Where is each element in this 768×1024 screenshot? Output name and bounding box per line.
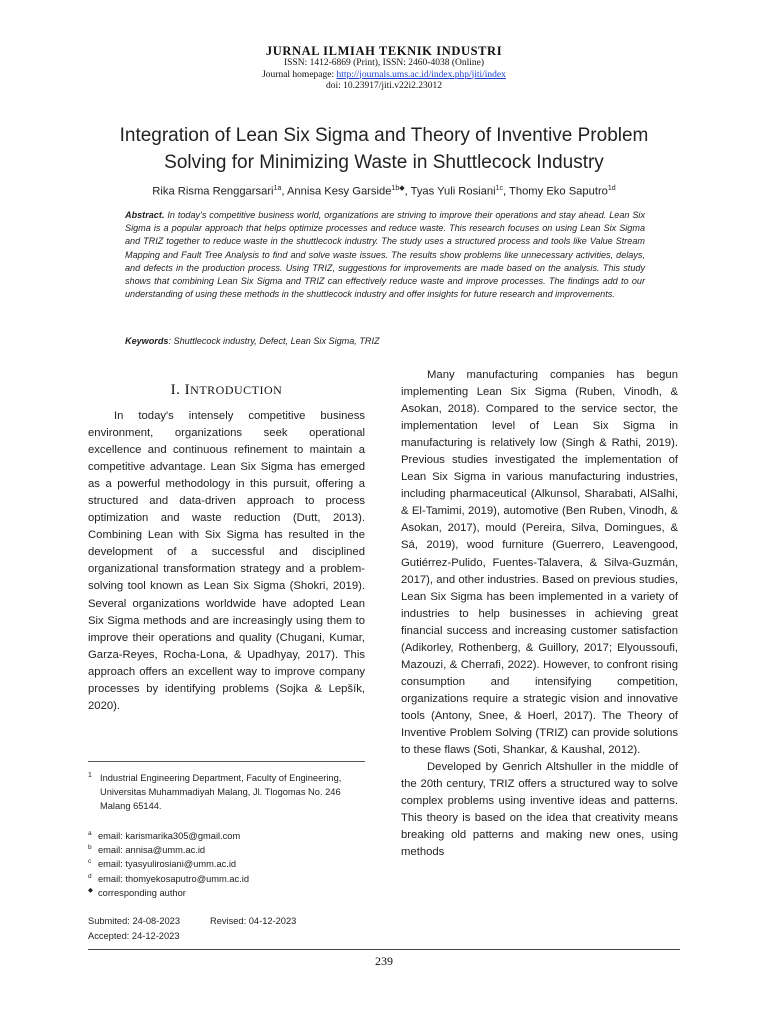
- section-heading: [88, 382, 365, 399]
- abstract-label: Abstract.: [125, 210, 165, 220]
- submitted-date: Submited: 24-08-2023: [88, 916, 180, 926]
- email-row: [88, 829, 368, 843]
- email-text: email: thomyekosaputro@umm.ac.id: [98, 873, 250, 884]
- doi: doi: 10.23917/jiti.v22i2.23012: [325, 81, 443, 91]
- revised-date: Revised: 04-12-2023: [210, 916, 297, 926]
- section-first-letter: I: [184, 382, 191, 398]
- right-column: [401, 367, 678, 861]
- email-text: email: annisa@umm.ac.id: [98, 845, 206, 856]
- author-name: Annisa Kesy Garside: [286, 185, 392, 198]
- email-row: [88, 872, 368, 886]
- footnote-divider: [88, 761, 365, 762]
- journal-header: [0, 44, 768, 93]
- footnote-mark: 1: [88, 772, 92, 779]
- keywords: [125, 336, 645, 346]
- author-affiliation-mark: 1d: [607, 185, 616, 192]
- paper-title: Integration of Lean Six Sigma and Theory of Inventive Problem Solving for Minimizing Waste in Shuttlecock Industry: [119, 125, 649, 173]
- affiliation-footnote: [88, 771, 368, 814]
- email-footnotes: [88, 829, 368, 900]
- submission-dates: [88, 914, 368, 944]
- corresponding-author-row: [88, 886, 368, 900]
- section-title-rest: NTRODUCTION: [190, 383, 283, 397]
- homepage-label: Journal homepage:: [262, 69, 337, 80]
- homepage-link[interactable]: http://journals.ums.ac.id/index.php/jiti/index: [336, 69, 506, 80]
- keywords-label: Keywords: [125, 336, 169, 346]
- email-text: email: tyasyulirosiani@umm.ac.id: [98, 859, 237, 870]
- page-number: 239: [375, 954, 393, 968]
- footnote-mark: a: [88, 830, 92, 837]
- email-row: [88, 857, 368, 871]
- body-paragraph: In today's intensely competitive business environment, organizations seek operational excellence and continuous refinement to maintain a competitive advantage. Lean Six Sigma has emerged as a powerful methodology in this pursuit, offering a structured and data-driven approach to process optimization and waste reduction (Dutt, 2013). Combining Lean with Six Sigma has resulted in the development of a successful and disciplined organizational transformation strategy and a problem-solving tool known as Lean Six Sigma (Shokri, 2019). Several organizations worldwide have adopted Lean Six Sigma methods and are increasingly using them to improve their operations and quality (Chugani, Kumar, Garza-Reyes, Rocha-Lona, & Upadhyay, 2017). This approach offers an excellent way to improve company processes by identifying problems (Sojka & Lepšík, 2020).: [88, 410, 365, 712]
- page-footer-rule: [88, 949, 680, 950]
- journal-name: JURNAL ILMIAH TEKNIK INDUSTRI: [265, 44, 503, 58]
- corresponding-author-mark: ◆: [88, 886, 93, 894]
- footnote-mark: d: [88, 872, 92, 880]
- abstract: [125, 209, 645, 301]
- author-name: Tyas Yuli Rosiani: [410, 185, 496, 198]
- author-name: Thomy Eko Saputro: [509, 185, 608, 198]
- author-list: Rika Risma Renggarsari$^{1a}$, Annisa Kesy Garside$^{1b◆}$, Tyas Yuli Rosiani$^{1c}$, Thomy Eko Saputro$^{1d}$: [152, 185, 616, 198]
- section-numeral: I.: [170, 382, 181, 398]
- keywords-text: : Shuttlecock industry, Defect, Lean Six Sigma, TRIZ: [168, 336, 380, 346]
- abstract-text: In today's competitive business world, organizations are striving to improve their operations and stay ahead. Lean Six Sigma is a popular approach that helps optimize processes and reduce waste. This research focuses on using Lean Six Sigma and TRIZ together to reduce waste in the shuttlecock industry. The study uses a structured process and tools like Value Stream Mapping and Fault Tree Analysis to find and solve waste issues. The results show problems like unnecessary activities, delays, and defects in the production process. Using TRIZ, suggestions for improvements are made based on the analysis. This study shows that combining Lean Six Sigma and TRIZ can effectively reduce waste and improve processes. The findings add to our understanding of using these methods in the shuttlecock industry and offer insights for future research and improvements.: [125, 210, 645, 300]
- author-affiliation-mark: 1c: [495, 185, 504, 192]
- accepted-date: Accepted: 24-12-2023: [88, 931, 180, 941]
- email-text: email: karismarika305@gmail.com: [98, 831, 241, 841]
- corresponding-author-text: corresponding author: [98, 887, 186, 898]
- issn: ISSN: 1412-6869 (Print), ISSN: 2460-4038 (Online): [283, 58, 485, 68]
- footnote-mark: c: [88, 858, 92, 866]
- left-column: [88, 408, 365, 715]
- body-paragraph: Developed by Genrich Altshuller in the middle of the 20th century, TRIZ offers a structured way to solve complex problems using inventive ideas and patterns. This theory is based on the idea that creativity means breaking old patterns and making new ones, using methods: [401, 761, 678, 859]
- email-row: [88, 843, 368, 857]
- footnote-mark: b: [88, 844, 92, 852]
- author-name: Rika Risma Renggarsari: [152, 185, 274, 198]
- journal-homepage: [0, 70, 768, 82]
- author-affiliation-mark: 1a: [273, 185, 282, 192]
- affiliation-text: Industrial Engineering Department, Faculty of Engineering, Universitas Muhammadiyah Malang, Jl. Tlogomas No. 246 Malang 65144.: [100, 773, 342, 812]
- body-paragraph: Many manufacturing companies has begun implementing Lean Six Sigma (Ruben, Vinodh, & Asokan, 2018). Compared to the service sector, the implementation level of Lean Six Sigma in manufacturing is relatively low (Singh & Rathi, 2019). Previous studies investigated the implementation of Lean Six Sigma in various manufacturing industries, including pharmaceutical (Alkunsol, Sharabati, AlSalhi, & El-Tamimi, 2019), automotive (Ben Ruben, Vinodh, & Asokan, 2017), mould (Pereira, Silva, Domingues, & Sá, 2019), wood furniture (Guerrero, Leavengood, Gutiérrez-Pulido, Fuentes-Talavera, & Silva-Guzmán, 2017), and other industries. Based on previous studies, Lean Six Sigma has been implemented in a variety of industries to help businesses in achieving great financial success and increasing customer satisfaction (Adikorley, Rothenberg, & Guillory, 2017; Elyoussoufi, Mazouzi, & Cherrafi, 2022). However, to confront rising consumption and intensifying competition, organizations require a strategic vision and innovative tools (Antony, Snee, & Hoerl, 2017). The Theory of Inventive Problem Solving (TRIZ) can provide solutions to these flaws (Soti, Shankar, & Kaushal, 2012).: [401, 369, 678, 757]
- author-affiliation-mark: 1b◆: [391, 185, 405, 192]
